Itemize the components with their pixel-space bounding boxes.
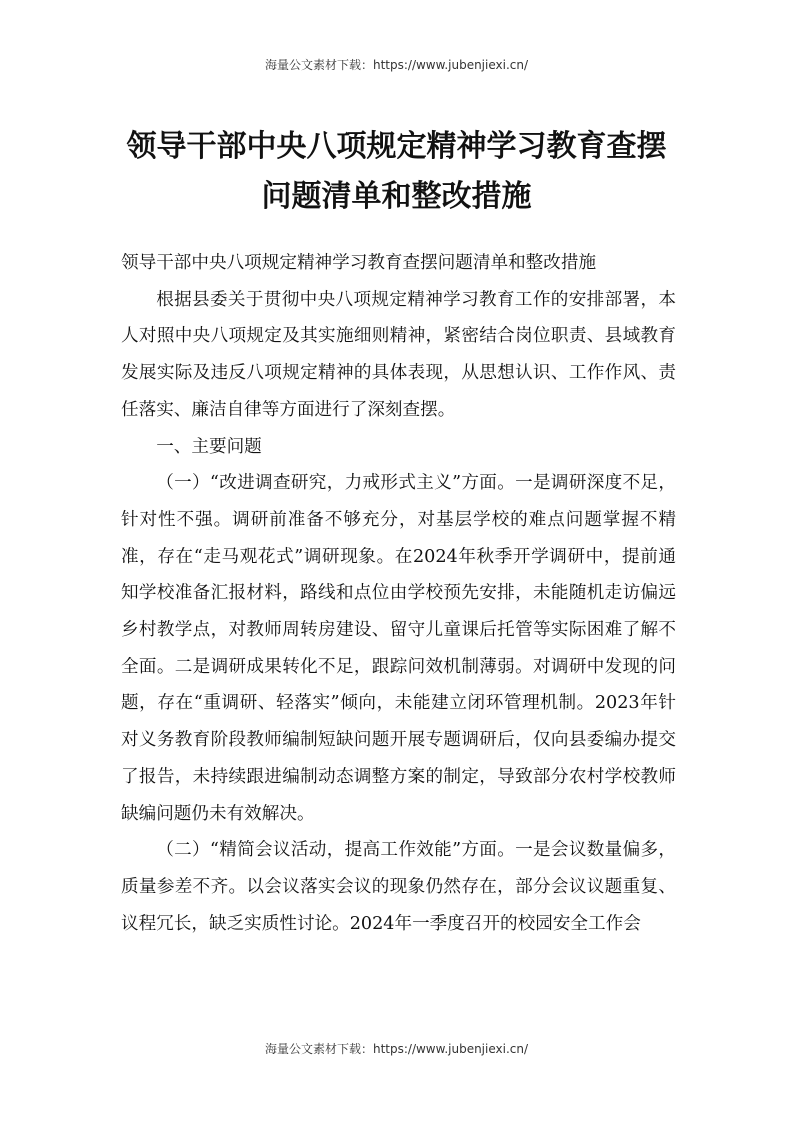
title-line-1: 领导干部中央八项规定精神学习教育查摆	[126, 129, 667, 164]
paragraph-intro: 根据县委关于贯彻中央八项规定精神学习教育工作的安排部署，本人对照中央八项规定及其实施细则精神，紧密结合岗位职责、县域教育发展实际及违反八项规定精神的具体表现，从思想认识、工作作风、责任落实、廉洁自律等方面进行了深刻查摆。	[121, 289, 676, 420]
document-subtitle: 领导干部中央八项规定精神学习教育查摆问题清单和整改措施	[121, 253, 597, 273]
title-line-2: 问题清单和整改措施	[261, 179, 532, 214]
paragraph-meetings: （二）“精简会议活动，提高工作效能”方面。一是会议数量偏多，质量参差不齐。以会议落实会议的现象仍然存在，部分会议议题重复、议程冗长，缺乏实质性讨论。2024年一季度召开的校园安全工作会	[121, 840, 676, 934]
page-footer: 海量公文素材下载：https://www.jubenjiexi.cn/	[264, 1042, 529, 1056]
document-title	[60, 122, 733, 222]
section-heading-main-problems: 一、主要问题	[156, 436, 262, 457]
paragraph-research: （一）“改进调查研究，力戒形式主义”方面。一是调研深度不足，针对性不强。调研前准备不够充分，对基层学校的难点问题掌握不精准，存在“走马观花式”调研现象。在2024年秋季开学调研中，提前通知学校准备汇报材料，路线和点位由学校预先安排，未能随机走访偏远乡村教学点，对教师周转房建设、留守儿童课后托管等实际困难了解不全面。二是调研成果转化不足，跟踪问效机制薄弱。对调研中发现的问题，存在“重调研、轻落实”倾向，未能建立闭环管理机制。2023年针对义务教育阶段教师编制短缺问题开展专题调研后，仅向县委编办提交了报告，未持续跟进编制动态调整方案的制定，导致部分农村学校教师缺编问题仍未有效解决。	[121, 473, 676, 824]
page-header: 海量公文素材下载：https://www.jubenjiexi.cn/	[264, 58, 529, 72]
document-body	[121, 245, 676, 942]
